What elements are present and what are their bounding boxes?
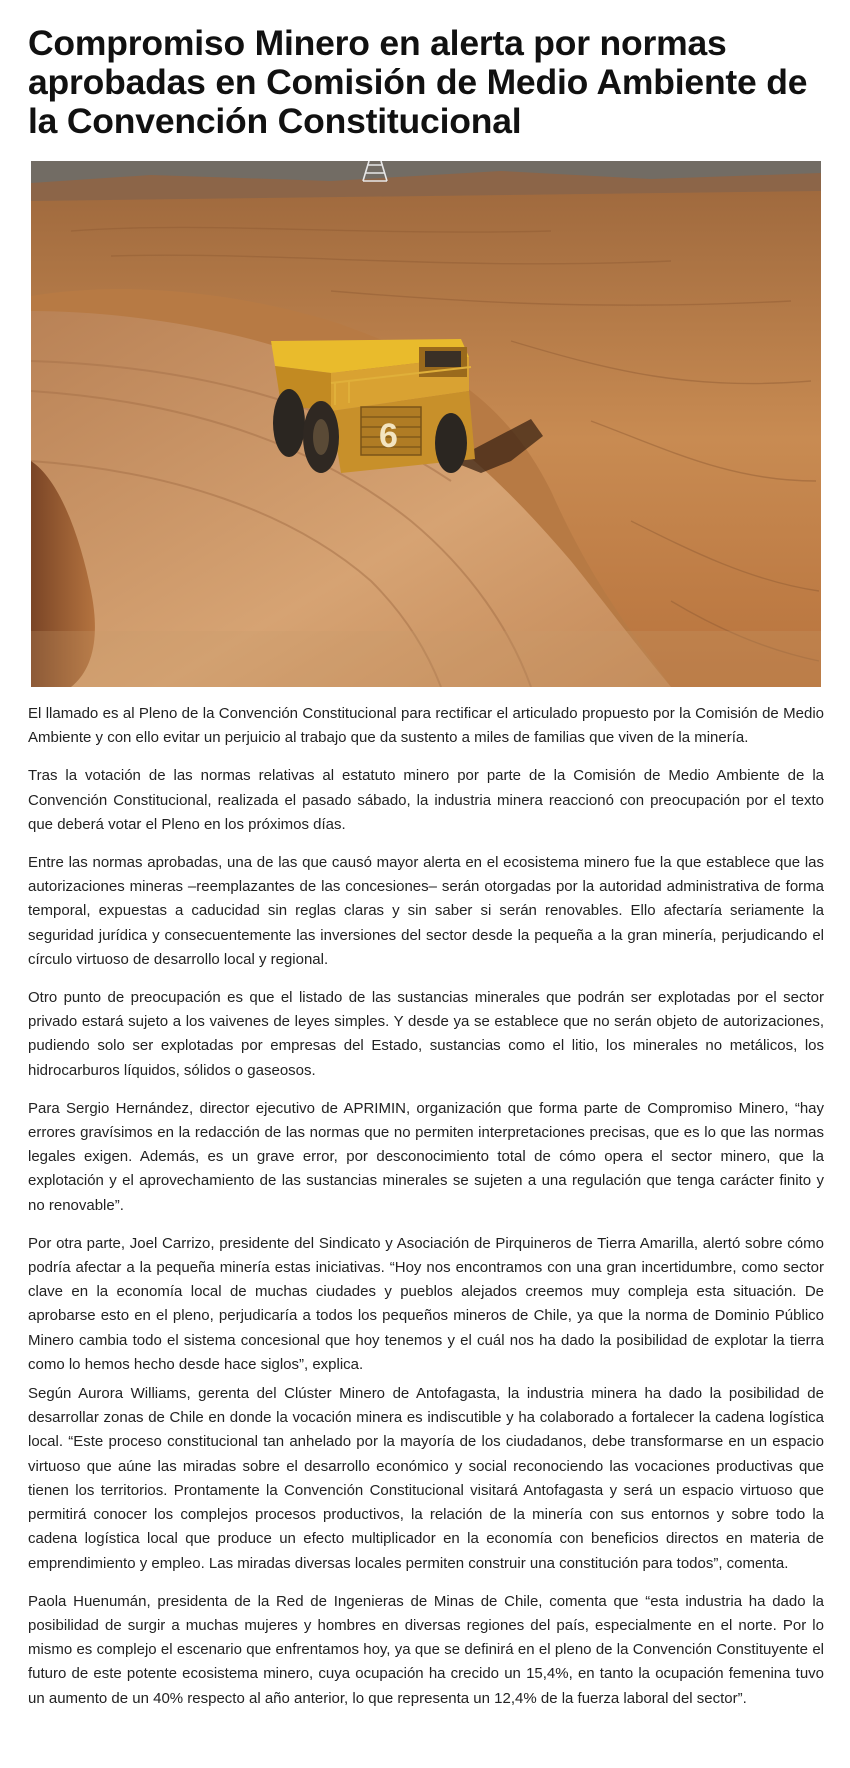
paragraph-7: Según Aurora Williams, gerenta del Clúster Minero de Antofagasta, la industria minera ha dado la posibilidad de desarrollar zonas de Chile en donde la vocación minera es indiscutible y ha colaborado a fortalecer la cadena logística local. “Este proceso constitucional tan anhelado por la mayoría de los ciudadanos, debe transformarse en un espacio virtuoso que aúne las miradas sobre el desarrollo económico y social reconociendo las vocaciones productivas que tienen los territorios. Prontamente la Convención Constitucional visitará Antofagasta y será un espacio virtuoso que permitirá conocer los complejos procesos productivos, la relación de la minería con sus entornos y sobre todo la cadena logística local que produce un efecto multiplicador en la economía con beneficios directos en materia de emprendimiento y empleo. Las miradas diversas locales permiten construir una constitución para todos”, comenta.	[28, 1385, 824, 1572]
paragraph-5: Para Sergio Hernández, director ejecutivo de APRIMIN, organización que forma parte de Compromiso Minero, “hay errores gravísimos en la redacción de las normas que no permiten interpretaciones precisas, que es lo que las normas legales exigen. Además, es un grave error, por desconocimiento total de cómo opera el sector minero, que la explotación y el aprovechamiento de las sustancias minerales se sujeten a una regulación que tenga carácter finito y no renovable”.	[28, 1099, 824, 1214]
paragraph-2: Tras la votación de las normas relativas al estatuto minero por parte de la Comisión de Medio Ambiente de la Convención Constitucional, realizada el pasado sábado, la industria minera reaccionó con preocupación por el texto que deberá votar el Pleno en los próximos días.	[28, 767, 824, 833]
truck-number: 6	[379, 417, 398, 455]
paragraph-4: Otro punto de preocupación es que el listado de las sustancias minerales que podrán ser explotadas por el sector privado estará sujeto a los vaivenes de leyes simples. Y desde ya se establece que no serán objeto de autorizaciones, pudiendo solo ser explotadas por empresas del Estado, sustancias como el litio, los minerales no metálicos, los hidrocarburos líquidos, sólidos o gaseosos.	[28, 989, 824, 1079]
paragraph-6: Por otra parte, Joel Carrizo, presidente del Sindicato y Asociación de Pirquineros de Tierra Amarilla, alertó sobre cómo podría afectar a la pequeña minería estas iniciativas. “Hoy nos encontramos con una gran incertidumbre, como sector clave en la economía local de muchas ciudades y pueblos alejados creemos muy compleja esta situación. De aprobarse esto en el pleno, perjudicaría a todos los pequeños mineros de Chile, ya que la norma de Dominio Público Minero cambia todo el sistema concesional que hoy tenemos y el cuál nos ha dado la posibilidad de explotar la tierra como lo hemos hecho desde hace siglos”, explica.	[28, 1234, 824, 1373]
mining-truck-photo	[31, 161, 821, 687]
mining-truck-illustration	[31, 161, 821, 687]
article-title: Compromiso Minero en alerta por normas aprobadas en Comisión de Medio Ambiente de la Convención Constitucional	[28, 23, 808, 141]
paragraph-1: El llamado es al Pleno de la Convención Constitucional para rectificar el articulado propuesto por la Comisión de Medio Ambiente y con ello evitar un perjuicio al trabajo que da sustento a miles de familias que viven de la minería.	[28, 705, 824, 747]
article-body	[28, 702, 824, 1725]
paragraph-8: Paola Huenumán, presidenta de la Red de Ingenieras de Minas de Chile, comenta que “esta industria ha dado la posibilidad de surgir a muchas mujeres y hombres en diversas regiones del país, especialmente en el norte. Por lo mismo es complejo el escenario que enfrentamos hoy, ya que se definirá en el pleno de la Convención Constituyente el futuro de este potente ecosistema minero, cuya ocupación ha crecido un 15,4%, en tanto la ocupación femenina tuvo un aumento de un 40% respecto al año anterior, lo que representa un 12,4% de la fuerza laboral del sector”.	[28, 1592, 824, 1707]
paragraph-3: Entre las normas aprobadas, una de las que causó mayor alerta en el ecosistema minero fue la que establece que las autorizaciones mineras –reemplazantes de las concesiones– serán otorgadas por la autoridad administrativa de forma temporal, expuestas a caducidad sin reglas claras y sin saber si serán renovables. Ello afectaría seriamente la seguridad jurídica y consecuentemente las inversiones del sector desde la pequeña a la gran minería, perjudicando el círculo virtuoso de desarrollo local y regional.	[28, 854, 824, 968]
